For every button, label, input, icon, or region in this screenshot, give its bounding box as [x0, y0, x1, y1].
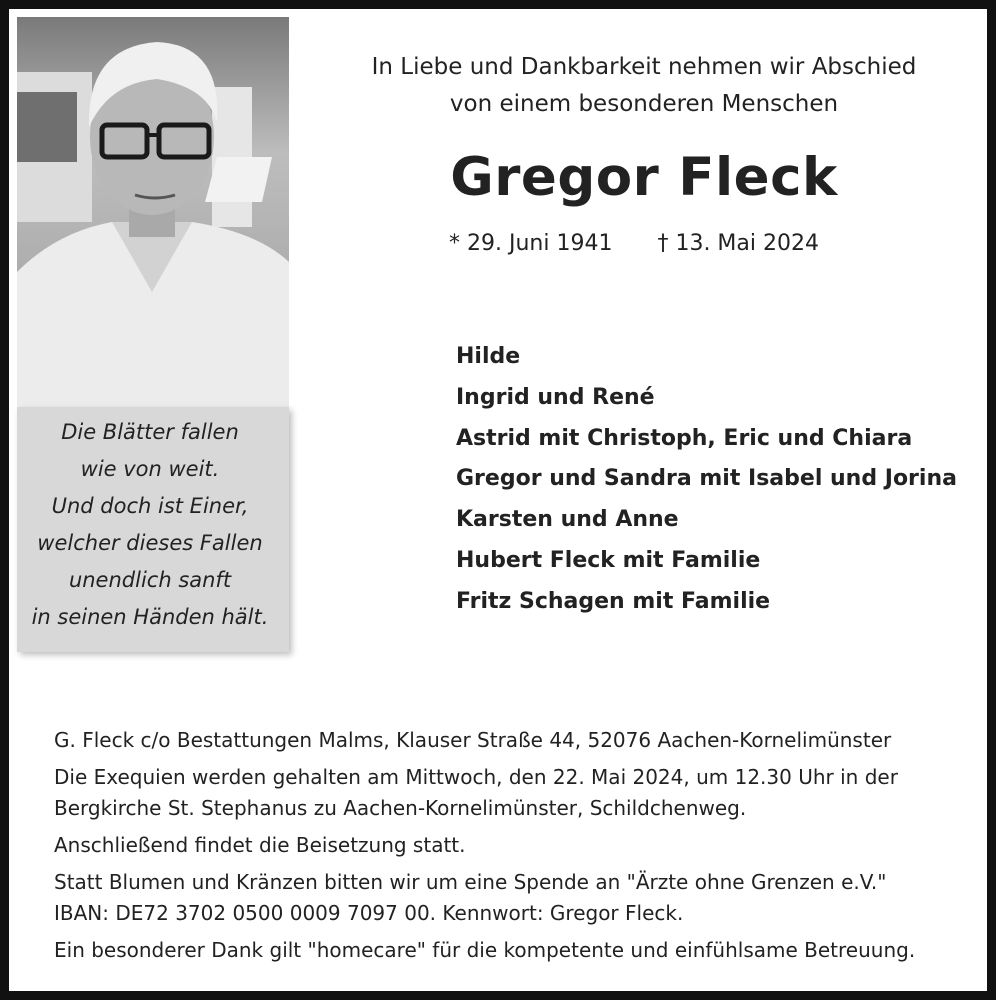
verse-line: Die Blätter fallen [61, 420, 239, 444]
thanks-text: Ein besonderer Dank gilt "homecare" für die kompetente und einfühlsame Betreuung. [54, 938, 916, 962]
verse-line: welcher dieses Fallen [37, 531, 263, 555]
donation-text [54, 867, 984, 929]
life-dates [449, 231, 949, 256]
death-date: † 13. Mai 2024 [657, 231, 819, 256]
mourner-item: Hubert Fleck mit Familie [456, 547, 761, 573]
intro-text [339, 49, 949, 123]
intro-line: von einem besonderen Menschen [449, 91, 839, 117]
verse-line: unendlich sanft [68, 568, 232, 592]
donation-line: Statt Blumen und Kränzen bitten wir um eine Spende an "Ärzte ohne Grenzen e.V." [54, 870, 887, 894]
memorial-verse [9, 414, 291, 636]
portrait-photo [17, 17, 289, 407]
exequien-text [54, 762, 984, 824]
mourner-item: Ingrid und René [456, 384, 655, 410]
intro-line: In Liebe und Dankbarkeit nehmen wir Abschied [371, 54, 917, 80]
verse-line: in seinen Händen hält. [31, 605, 269, 629]
verse-line: wie von weit. [80, 457, 220, 481]
iban-line: IBAN: DE72 3702 0500 0009 7097 00. Kennwort: Gregor Fleck. [54, 901, 684, 925]
burial-text: Anschließend findet die Beisetzung statt. [54, 833, 466, 857]
mourner-item: Astrid mit Christoph, Eric und Chiara [456, 425, 913, 451]
deceased-name: Gregor Fleck [450, 147, 838, 208]
mourner-item: Karsten und Anne [456, 507, 679, 533]
mourner-item: Fritz Schagen mit Familie [456, 588, 771, 614]
birth-date: * 29. Juni 1941 [449, 231, 613, 256]
funeral-info [54, 725, 984, 972]
contact-address: G. Fleck c/o Bestattungen Malms, Klauser Straße 44, 52076 Aachen-Kornelimünster [54, 728, 892, 752]
mourner-item: Gregor und Sandra mit Isabel und Jorina [456, 466, 957, 492]
exequien-line: Bergkirche St. Stephanus zu Aachen-Kornelimünster, Schildchenweg. [54, 796, 747, 820]
portrait-image [17, 17, 289, 407]
verse-line: Und doch ist Einer, [51, 494, 249, 518]
mourner-item: Hilde [456, 344, 521, 369]
exequien-line: Die Exequien werden gehalten am Mittwoch, den 22. Mai 2024, um 12.30 Uhr in der [54, 765, 898, 789]
mourners-list [456, 337, 986, 623]
